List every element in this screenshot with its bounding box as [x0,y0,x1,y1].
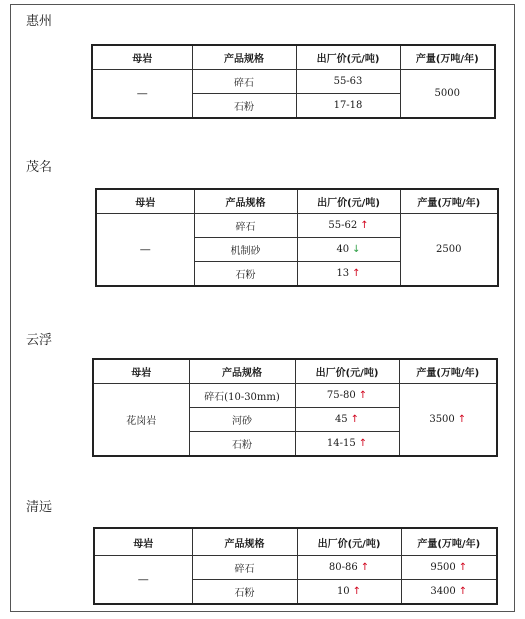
header-price: 出厂价(元/吨) [297,528,401,556]
header-rock: 母岩 [92,45,192,70]
output-value: 3500 [429,414,455,425]
spec-cell: 石粉 [189,432,295,457]
up-arrow-icon: ↑ [352,586,362,597]
up-arrow-icon: ↑ [350,414,360,425]
header-output: 产量(万吨/年) [400,45,495,70]
header-output: 产量(万吨/年) [401,528,497,556]
spec-cell: 碎石(10-30mm) [189,384,295,408]
price-value: 40 [336,244,350,255]
header-output: 产量(万吨/年) [400,189,498,214]
up-arrow-icon: ↑ [358,390,368,401]
price-value: 55-62 [328,220,358,231]
price-table-maoming [95,188,499,287]
up-arrow-icon: ↑ [352,268,361,279]
price-value: 10 [336,586,350,597]
header-rock: 母岩 [94,528,192,556]
output-value: 9500 [430,562,456,573]
price-cell [297,238,400,262]
price-cell: 17-18 [296,94,400,119]
header-rock: 母岩 [93,359,189,384]
region-title-yunfu: 云浮 [26,333,53,348]
spec-cell: 石粉 [192,94,296,119]
header-spec: 产品规格 [192,528,297,556]
price-cell: 55-63 [296,70,400,94]
header-price: 出厂价(元/吨) [295,359,399,384]
price-value: 45 [334,414,348,425]
output-cell: 2500 [400,214,498,287]
region-title-maoming: 茂名 [26,160,53,175]
header-output: 产量(万吨/年) [399,359,497,384]
spec-cell: 碎石 [192,556,297,580]
price-cell [297,556,401,580]
up-arrow-icon: ↑ [360,562,370,573]
down-arrow-icon: ↓ [352,244,361,255]
spec-cell: 机制砂 [194,238,297,262]
region-title-qingyuan: 清远 [26,500,53,515]
spec-cell: 碎石 [192,70,296,94]
price-table-qingyuan [93,527,498,605]
output-cell [401,556,497,580]
price-value: 75-80 [326,390,356,401]
price-value: 80-86 [328,562,358,573]
up-arrow-icon: ↑ [458,586,468,597]
header-spec: 产品规格 [189,359,295,384]
header-price: 出厂价(元/吨) [296,45,400,70]
price-cell [295,432,399,457]
spec-cell: 碎石 [194,214,297,238]
output-cell: 5000 [400,70,495,119]
rock-cell: — [92,70,192,119]
spec-cell: 石粉 [192,580,297,605]
spec-cell: 河砂 [189,408,295,432]
up-arrow-icon: ↑ [360,220,369,231]
price-cell [295,384,399,408]
output-cell [399,384,497,457]
header-price: 出厂价(元/吨) [297,189,400,214]
price-table-huizhou [91,44,496,119]
spec-cell: 石粉 [194,262,297,287]
up-arrow-icon: ↑ [457,414,467,425]
header-spec: 产品规格 [192,45,296,70]
region-title-huizhou: 惠州 [26,14,53,29]
price-cell [297,262,400,287]
output-cell [401,580,497,605]
price-cell [295,408,399,432]
price-table-yunfu [92,358,498,457]
header-rock: 母岩 [96,189,194,214]
up-arrow-icon: ↑ [358,438,368,449]
rock-cell: — [94,556,192,605]
rock-cell: — [96,214,194,287]
price-value: 14-15 [326,438,356,449]
price-value: 13 [336,268,350,279]
up-arrow-icon: ↑ [458,562,468,573]
output-value: 3400 [430,586,456,597]
price-cell [297,214,400,238]
header-spec: 产品规格 [194,189,297,214]
price-cell [297,580,401,605]
rock-cell: 花岗岩 [93,384,189,457]
